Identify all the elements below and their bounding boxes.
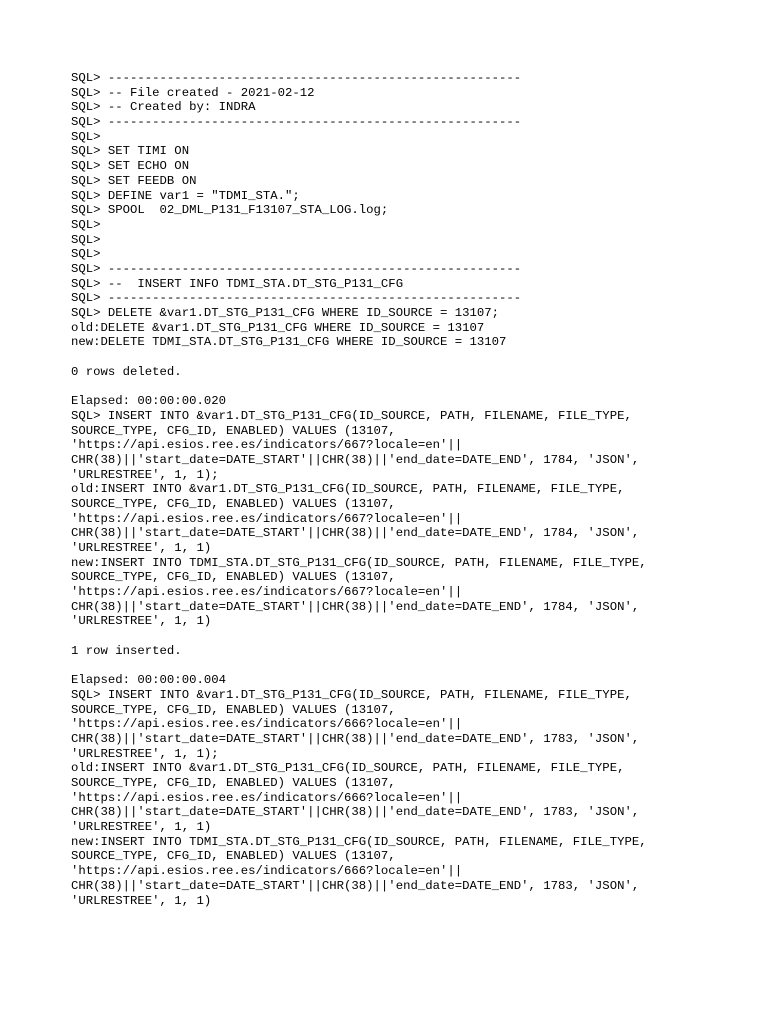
log-line: SOURCE_TYPE, CFG_ID, ENABLED) VALUES (13107, <box>71 702 396 717</box>
log-line: Elapsed: 00:00:00.020 <box>71 394 226 409</box>
log-line: SQL> DELETE &var1.DT_STG_P131_CFG WHERE ID_SOURCE = 13107; <box>71 306 500 320</box>
log-line: 'URLRESTREE', 1, 1) <box>71 893 212 908</box>
log-line: SOURCE_TYPE, CFG_ID, ENABLED) VALUES (13107, <box>71 423 396 438</box>
log-line: CHR(38)||'start_date=DATE_START'||CHR(38)||'end_date=DATE_END', 1784, 'JSON', <box>71 599 640 614</box>
log-line: SQL> -------------------------------------------------------- <box>71 71 522 85</box>
log-line: new:DELETE TDMI_STA.DT_STG_P131_CFG WHERE ID_SOURCE = 13107 <box>71 335 507 350</box>
log-line: 'https://api.esios.ree.es/indicators/666?locale=en'|| <box>71 864 463 879</box>
log-line: SQL> SPOOL 02_DML_P131_F13107_STA_LOG.log; <box>71 203 389 218</box>
log-line <box>71 659 647 674</box>
log-line: CHR(38)||'start_date=DATE_START'||CHR(38)||'end_date=DATE_END', 1783, 'JSON', <box>71 731 640 746</box>
log-line <box>71 908 647 923</box>
log-line: SQL> -- File created - 2021-02-12 <box>71 85 315 100</box>
log-line: CHR(38)||'start_date=DATE_START'||CHR(38)||'end_date=DATE_END', 1784, 'JSON', <box>71 526 640 541</box>
sql-log-document <box>71 71 647 923</box>
log-line: SQL> -------------------------------------------------------- <box>71 291 522 306</box>
log-line: SOURCE_TYPE, CFG_ID, ENABLED) VALUES (13107, <box>71 849 396 864</box>
log-line: new:INSERT INTO TDMI_STA.DT_STG_P131_CFG(ID_SOURCE, PATH, FILENAME, FILE_TYPE, <box>71 555 647 570</box>
log-line: CHR(38)||'start_date=DATE_START'||CHR(38)||'end_date=DATE_END', 1783, 'JSON', <box>71 805 640 820</box>
log-line: SOURCE_TYPE, CFG_ID, ENABLED) VALUES (13107, <box>71 496 396 511</box>
log-line: 1 row inserted. <box>71 643 182 658</box>
log-line: 'URLRESTREE', 1, 1); <box>71 467 219 482</box>
log-line: old:INSERT INTO &var1.DT_STG_P131_CFG(ID_SOURCE, PATH, FILENAME, FILE_TYPE, <box>71 761 625 776</box>
log-line: SQL> SET FEEDB ON <box>71 173 197 188</box>
log-line: new:INSERT INTO TDMI_STA.DT_STG_P131_CFG(ID_SOURCE, PATH, FILENAME, FILE_TYPE, <box>71 834 647 849</box>
log-line: SQL> INSERT INTO &var1.DT_STG_P131_CFG(ID_SOURCE, PATH, FILENAME, FILE_TYPE, <box>71 687 632 702</box>
log-line: 'https://api.esios.ree.es/indicators/666?locale=en'|| <box>71 717 463 732</box>
log-line: SQL> -------------------------------------------------------- <box>71 115 522 130</box>
log-line: Elapsed: 00:00:00.004 <box>71 673 226 688</box>
log-line: 0 rows deleted. <box>71 364 182 379</box>
log-line: SQL> <box>71 247 101 262</box>
log-line: CHR(38)||'start_date=DATE_START'||CHR(38)||'end_date=DATE_END', 1783, 'JSON', <box>71 878 640 893</box>
log-line: 'https://api.esios.ree.es/indicators/666?locale=en'|| <box>71 790 463 805</box>
log-line: SQL> DEFINE var1 = "TDMI_STA."; <box>71 188 300 203</box>
log-line: CHR(38)||'start_date=DATE_START'||CHR(38)||'end_date=DATE_END', 1784, 'JSON', <box>71 452 640 467</box>
log-line <box>71 379 647 394</box>
log-line: SQL> -- Created by: INDRA <box>71 100 256 115</box>
log-line: 'URLRESTREE', 1, 1); <box>71 746 219 761</box>
log-line <box>71 350 647 365</box>
log-line: SQL> SET TIMI ON <box>71 144 190 159</box>
log-line: SQL> -- INSERT INFO TDMI_STA.DT_STG_P131_CFG <box>71 276 404 291</box>
log-line: 'https://api.esios.ree.es/indicators/667?locale=en'|| <box>71 585 463 600</box>
log-line: SQL> <box>71 217 101 232</box>
log-line <box>71 629 647 644</box>
log-line: old:DELETE &var1.DT_STG_P131_CFG WHERE ID_SOURCE = 13107 <box>71 320 485 335</box>
log-line: 'https://api.esios.ree.es/indicators/667?locale=en'|| <box>71 511 463 526</box>
log-line: 'URLRESTREE', 1, 1) <box>71 541 212 555</box>
log-line: SQL> -------------------------------------------------------- <box>71 261 522 276</box>
log-line: SOURCE_TYPE, CFG_ID, ENABLED) VALUES (13107, <box>71 776 396 790</box>
log-line: 'URLRESTREE', 1, 1) <box>71 614 212 629</box>
log-line: SQL> <box>71 232 101 247</box>
log-line: old:INSERT INTO &var1.DT_STG_P131_CFG(ID_SOURCE, PATH, FILENAME, FILE_TYPE, <box>71 482 625 497</box>
log-line: SOURCE_TYPE, CFG_ID, ENABLED) VALUES (13107, <box>71 570 396 585</box>
log-line: 'URLRESTREE', 1, 1) <box>71 820 212 835</box>
log-line: SQL> <box>71 129 101 144</box>
log-line: SQL> INSERT INTO &var1.DT_STG_P131_CFG(ID_SOURCE, PATH, FILENAME, FILE_TYPE, <box>71 408 632 423</box>
log-line: SQL> SET ECHO ON <box>71 159 190 174</box>
log-line: 'https://api.esios.ree.es/indicators/667?locale=en'|| <box>71 438 463 453</box>
